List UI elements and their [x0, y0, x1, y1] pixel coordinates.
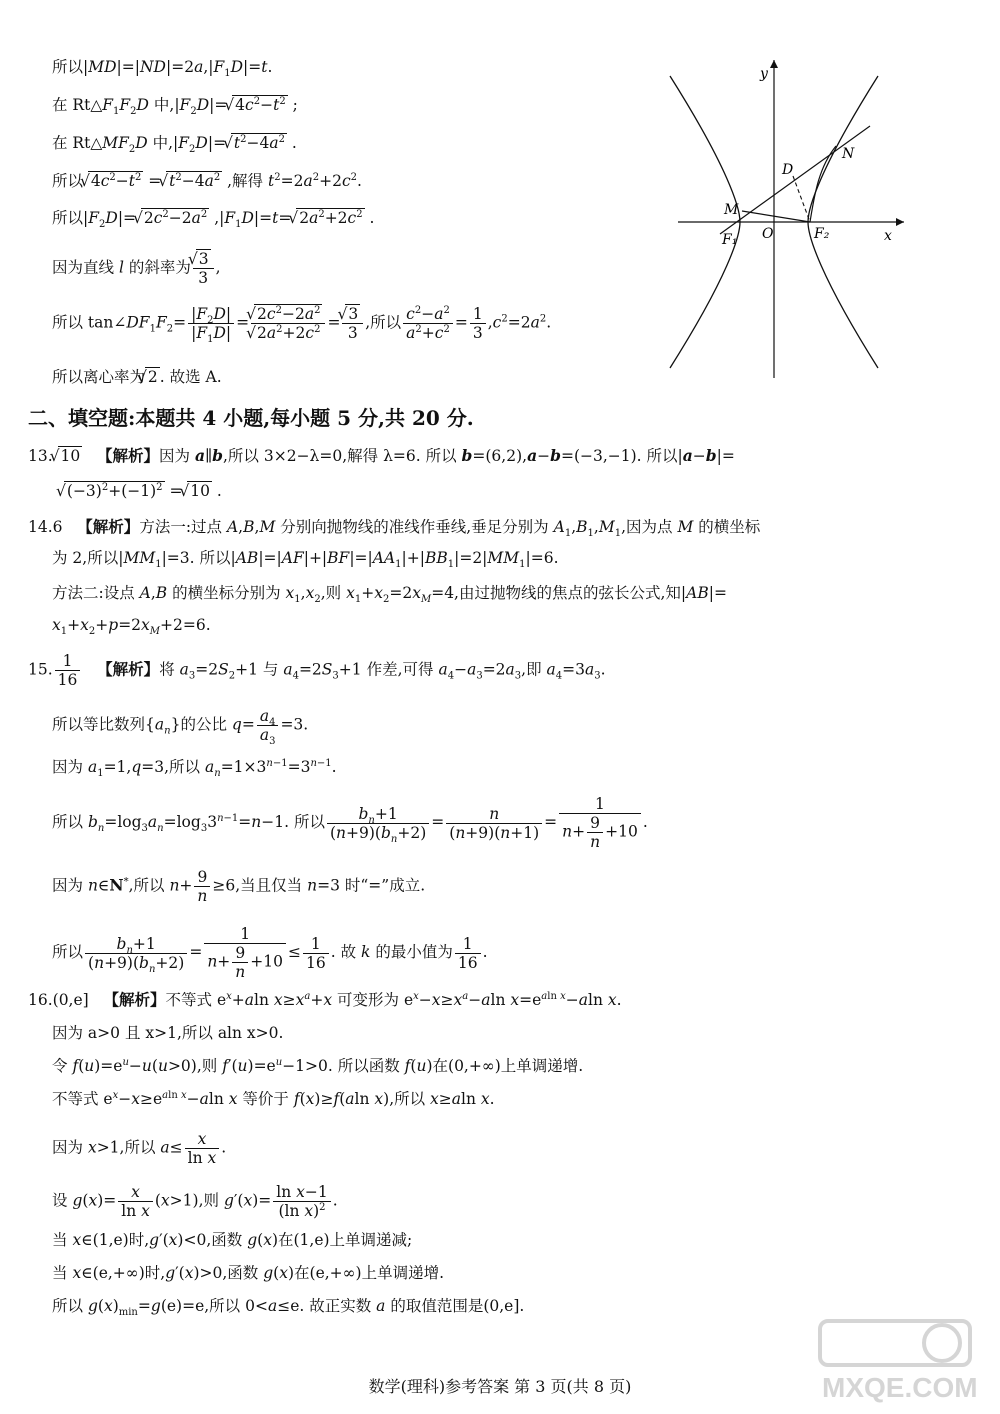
label-M: M — [724, 202, 739, 218]
q16-line-9: 所以 $g(x)_{min}=g(e)=e$,所以 0<a≤e. 故正实数 a 的取值范围是(0,e]. — [52, 1297, 525, 1319]
hyperbola-figure — [668, 58, 913, 383]
q15-line-4: 所以 $b_n=\log_3a_n=\log_33^{n-1}=n-1$. 所以 $\frac{b_n+1}{(n+9)(b_n+2)}$ = $\frac{n}{(n+9)(n+1)}$ = 1 n+ $\frac{9}{n}$ +10 . — [52, 795, 648, 851]
q16-line-7: 当 x∈(1,e)时,g′(x)<0,函数 g(x)在(1,e)上单调递减; — [52, 1231, 413, 1249]
watermark-text: MXQE.COM — [822, 1372, 978, 1403]
q15-line-1: 15. $\frac{1}{16}$ 【解析】将 $a_3=2S_2+1$ 与 $a_4=2S_3+1$ 作差,可得 $a_4-a_3=2a_3$,即 $a_4=3a_3$. — [28, 652, 606, 689]
q14-line-1: 14.6 【解析】方法一:过点 A,B,M 分别向抛物线的准线作垂线,垂足分别为 $A_1,B_1,M_1$,因为点 M 的横坐标 — [28, 517, 761, 540]
label-y: y — [760, 66, 768, 82]
line-7: 所以 $\tan\angle DF_1F_2=$ $\frac{|F_2D|}{|F_1D|}$ = √ $2c^2-2a^2$ √ $2a^2+2c^2$ = √ $\frac{3}{3}$ ,所以 $\frac{c^2-a^2}{a^2+c^2}$ = $\frac{1}{3}$ $,c^2=2a^2$. — [52, 305, 551, 342]
page-footer: 数学(理科)参考答案 第 3 页(共 8 页) — [368, 1377, 632, 1396]
section-heading: 二、填空题:本题共 4 小题,每小题 5 分,共 20 分. — [28, 406, 474, 430]
line-2: 在 $Rt\triangle F_1F_2D$ 中$,|F_2D|=$ √ $4c^2-t^2$ ; — [52, 95, 298, 115]
label-x: x — [884, 228, 892, 244]
label-F1: F₁ — [722, 232, 738, 248]
line-1: 所以$|MD|=|ND|=2a,|F_1D|=t$. — [52, 58, 273, 80]
q14-line-3: 方法二:设点 A,B 的横坐标分别为 $x_1,x_2$,则 $x_1+x_2=2x_M=4$,由过抛物线的焦点的弦长公式,知|AB|= — [52, 584, 727, 606]
q14-line-4: $x_1+x_2+p=2x_M+2=6$. — [52, 616, 211, 638]
q16-line-2: 因为 a>0 且 x>1,所以 aln x>0. — [52, 1024, 284, 1042]
q15-line-2: 所以等比数列$\{a_n\}$的公比 q= $\frac{a_4}{a_3}$ =3. — [52, 707, 309, 748]
q13-line-1: 13. √ 10 【解析】因为 a∥b,所以 3×2−λ=0,解得 λ=6. 所以 b=(6,2),a−b=(−3,−1). 所以|a−b|= — [28, 446, 735, 466]
q16-line-8: 当 x∈(e,+∞)时,g′(x)>0,函数 g(x)在(e,+∞)上单调递增. — [52, 1264, 445, 1282]
line-4: 所以 √ $4c^2-t^2$ = √ $t^2-4a^2$ ,解得 $t^2=2a^2+2c^2$. — [52, 171, 362, 191]
q15-line-5: 因为 n∈N*,所以 n+ $\frac{9}{n}$ ≥6,当且仅当 n=3 时“=”成立. — [52, 868, 426, 905]
q14-line-2: 为 2,所以$|MM_1|=3$. 所以$|AB|=|AF|+|BF|=|AA_1|+|BB_1|=2|MM_1|=6$. — [52, 549, 559, 571]
q16-line-1: 16.(0,e] 【解析】不等式 $e^x+aln$ $x\ge x^a+x$ 可变形为 $e^x-x\ge x^a-aln$ $x=e^{aln x}-aln$ x. — [28, 990, 622, 1009]
q15-line-6: 所以 $\frac{b_n+1}{(n+9)(b_n+2)}$ = 1 n+ $\frac{9}{n}$ +10 ≤ $\frac{1}{16}$ . 故 k 的最小值为 $\frac{1}{16}$ . — [52, 925, 488, 981]
line-5: 所以$|F_2D|=$ √ $2c^2-2a^2$ $,|F_1D|=t=$ √ $2a^2+2c^2$ . — [52, 208, 374, 228]
line-6: 因为直线 l 的斜率为 √ $\frac{3}{3}$ , — [52, 250, 221, 287]
q16-line-6: 设 g(x)= $\frac{x}{\text{ln x}}$ (x>1),则 g′(x)= $\frac{\text{ln x−1}}{(\ln x)^2}$ . — [52, 1183, 338, 1220]
q15-line-3: 因为 $a_1=1,q=3$,所以 $a_n=1\times 3^{n-1}=3^{n-1}$. — [52, 757, 337, 780]
line-8: 所以离心率为√ 2 . 故选 A. — [52, 367, 222, 387]
q16-line-4: 不等式 $e^x-x\ge e^{aln x}-aln$ x 等价于 f(x)≥f(aln x),所以 x≥aln x. — [52, 1089, 495, 1108]
q16-line-3: 令 $f(u)=e^u-u(u>0)$,则 $f'(u)=e^u-1>0$. 所以函数 f(u)在(0,+∞)上单调递增. — [52, 1056, 584, 1075]
line-3: 在 $Rt\triangle MF_2D$ 中$,|F_2D|=$ √ $t^2-4a^2$ . — [52, 133, 297, 153]
watermark-logo — [812, 1315, 982, 1410]
q16-line-5: 因为 x>1,所以 a≤ $\frac{x}{\text{ln x}}$ . — [52, 1130, 227, 1167]
q13-line-2: √ $(-3)^2+(-1)^2$ = √ 10 . — [64, 481, 222, 501]
label-F2: F₂ — [814, 226, 830, 242]
label-O: O — [762, 226, 774, 242]
label-D: D — [782, 162, 794, 178]
label-N: N — [842, 146, 855, 162]
